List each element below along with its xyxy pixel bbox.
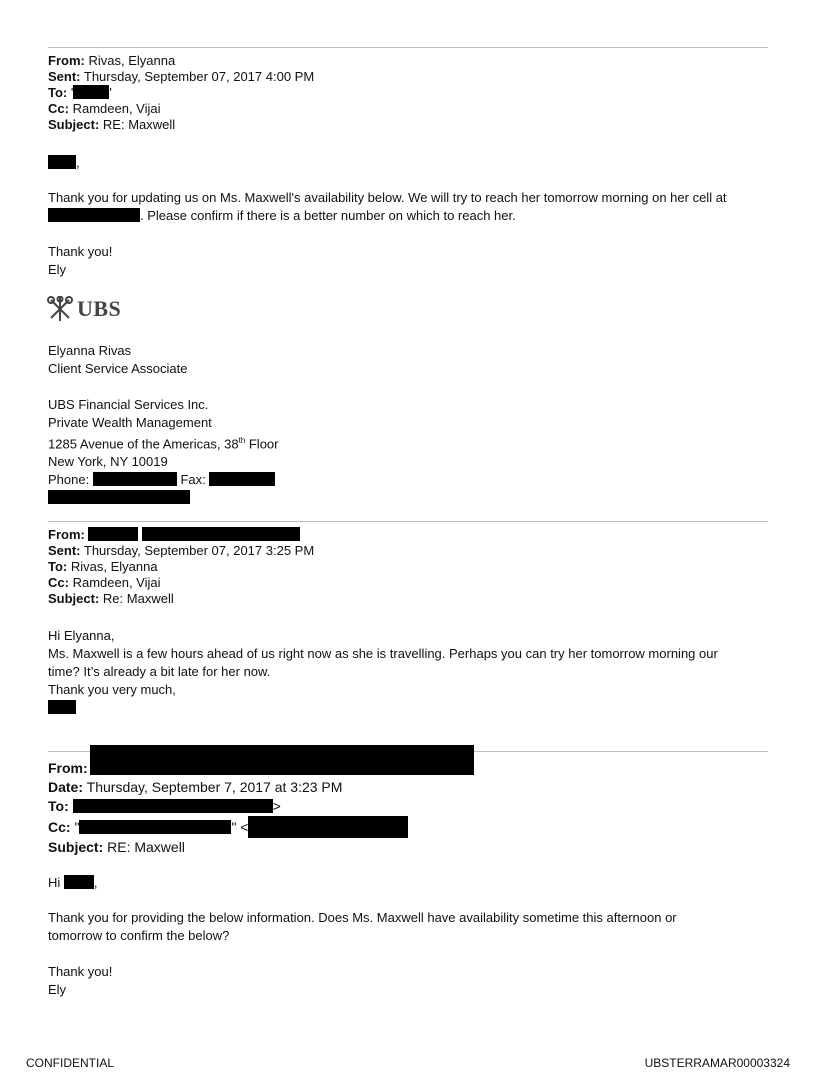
email2-header <box>48 527 314 607</box>
confidential-label: CONFIDENTIAL <box>26 1056 115 1070</box>
email2-body: Hi Elyanna, Ms. Maxwell is a few hours ahead of us right now as she is travelling. Perhaps you can try her tomorrow morning our time? It’s already a bit late for her now. Thank you very much, <box>48 627 768 717</box>
email3-greeting: Hi , <box>48 875 98 890</box>
ubs-keys-icon <box>47 296 73 322</box>
date-line: Date: Thursday, September 7, 2017 at 3:23 PM <box>48 779 343 795</box>
subject-line: Subject: Re: Maxwell <box>48 591 174 606</box>
signature-block: Elyanna Rivas Client Service Associate UBS Financial Services Inc. Private Wealth Management 1285 Avenue of the Americas, 38th Floor New York, NY 10019 Phone: Fax: <box>48 342 768 507</box>
from-line: From: <box>48 760 88 776</box>
cc-line: Cc: Ramdeen, Vijai <box>48 575 161 590</box>
email1-signoff: Thank you! Ely <box>48 244 113 277</box>
to-line: To: > <box>48 798 281 814</box>
cc-line: Cc: Ramdeen, Vijai <box>48 101 161 116</box>
salutation: , <box>48 154 768 172</box>
from-line: From: <box>48 527 314 543</box>
separator-rule <box>48 521 768 522</box>
redaction <box>48 208 140 222</box>
redaction <box>73 85 109 99</box>
redaction <box>79 820 231 834</box>
redaction <box>73 799 273 813</box>
redaction <box>88 527 138 541</box>
redaction <box>48 155 76 169</box>
redaction <box>209 472 275 486</box>
email3-signoff: Thank you! Ely <box>48 964 113 997</box>
redaction <box>248 816 408 838</box>
ubs-logo <box>47 296 121 322</box>
email1-body: Thank you for updating us on Ms. Maxwell's availability below. We will try to reach her tomorrow morning on her cell at . Please confirm if there is a better number on which to reach her. <box>48 190 727 223</box>
email3-body: Thank you for providing the below information. Does Ms. Maxwell have availability sometime this afternoon or tomorrow to confirm the below? <box>48 910 677 943</box>
email1-header <box>48 53 314 133</box>
bates-number: UBSTERRAMAR00003324 <box>644 1056 790 1070</box>
sent-line: Sent: Thursday, September 07, 2017 4:00 PM <box>48 69 315 84</box>
to-line: To: Rivas, Elyanna <box>48 559 158 574</box>
redaction <box>93 472 177 486</box>
redaction <box>64 875 94 889</box>
to-line: To: ' ' <box>48 85 112 100</box>
redaction <box>142 527 300 541</box>
separator-rule <box>48 47 768 48</box>
redaction <box>48 490 190 504</box>
subject-line: Subject: RE: Maxwell <box>48 117 176 132</box>
sent-line: Sent: Thursday, September 07, 2017 3:25 PM <box>48 543 315 558</box>
redaction <box>48 700 76 714</box>
from-line: From: Rivas, Elyanna <box>48 53 176 68</box>
ubs-wordmark: UBS <box>77 296 122 321</box>
email3-header <box>48 759 408 857</box>
cc-line: Cc: " " < <box>48 816 408 838</box>
subject-line: Subject: RE: Maxwell <box>48 839 185 855</box>
